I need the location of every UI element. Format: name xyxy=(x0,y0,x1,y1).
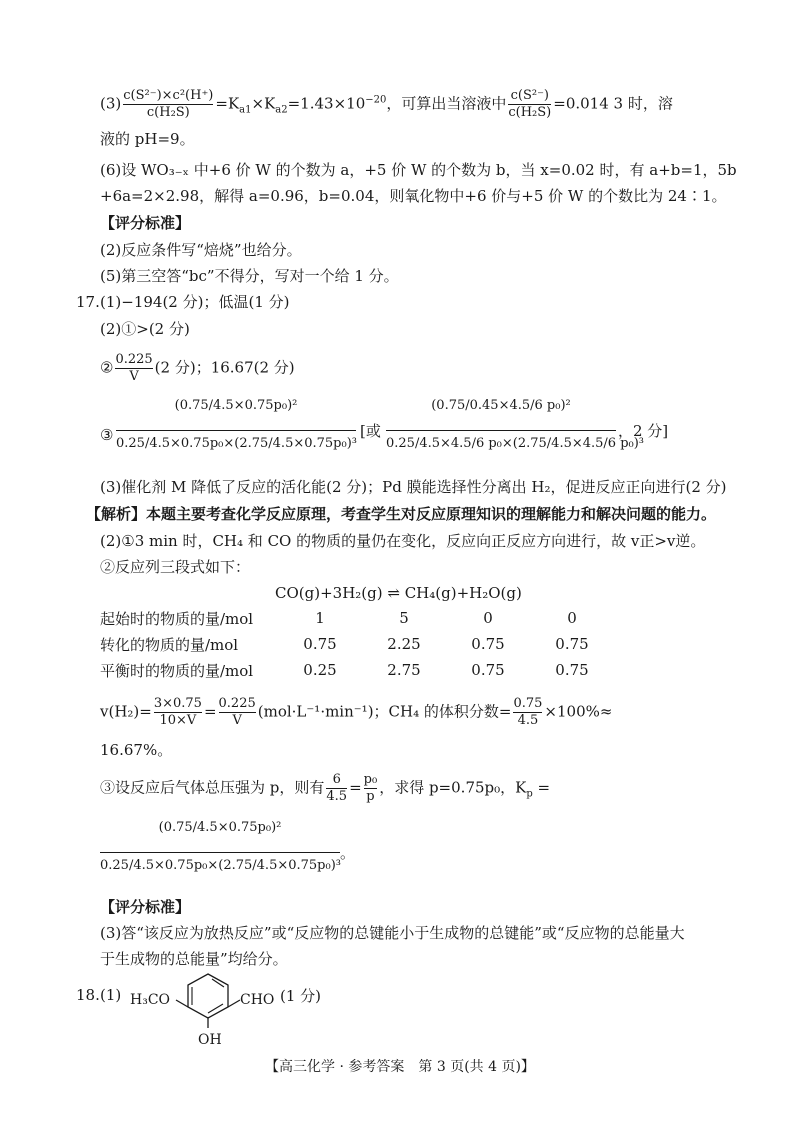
rate-fraction xyxy=(115,352,152,385)
kp-or: [或 xyxy=(360,422,381,440)
table-cell: 1 xyxy=(315,609,325,627)
fraction-numerator: 0.225 xyxy=(218,696,256,711)
fraction-numerator: 3×0.75 xyxy=(153,696,202,711)
q18-number: 18. xyxy=(76,986,100,1004)
text: (mol·L⁻¹·min⁻¹)；CH₄ 的体积分数= xyxy=(257,702,512,721)
ka1-subscript: a1 xyxy=(239,104,252,116)
q18-score: (1 分) xyxy=(280,987,322,1005)
fraction-numerator: 0.225 xyxy=(115,352,153,367)
q16-part6-line2: +6a=2×2.98，解得 a=0.96，b=0.04，则氧化物中+6 价与+5 价 W 的个数比为 24∶1。 xyxy=(100,187,727,205)
text: ，求得 p=0.75p₀，K xyxy=(379,778,527,797)
kp2-bar xyxy=(386,430,616,431)
table-cell: 0.75 xyxy=(555,661,589,679)
q17-answer-3: (3)催化剂 M 降低了反应的活化能(2 分)；Pd 膜能选择性分离出 H₂，促进反应正向进行(2 分) xyxy=(100,478,727,496)
text: =0.014 3 时，溶 xyxy=(553,94,673,113)
row-label: 转化的物质的量/mol xyxy=(100,635,239,654)
fraction-denominator: 4.5 xyxy=(326,789,348,804)
table-cell: 5 xyxy=(399,609,409,627)
ratio-fraction-2 xyxy=(508,88,551,121)
table-cell: 0.75 xyxy=(471,635,505,653)
kp1-bar xyxy=(116,430,356,431)
fraction-denominator: 4.5 xyxy=(513,712,542,729)
table-cell: 0 xyxy=(483,609,493,627)
kp3-denominator: 0.25/4.5×0.75p₀×(2.75/4.5×0.75p₀)³ xyxy=(100,858,341,873)
q17-answer-2b xyxy=(100,352,740,385)
equals: = xyxy=(203,702,217,721)
ratio-fraction xyxy=(123,88,213,121)
kp3-numerator: (0.75/4.5×0.75p₀)² xyxy=(158,820,282,835)
text: ③设反应后气体总压强为 p，则有 xyxy=(100,778,325,797)
fraction-numerator: c(S²⁻) xyxy=(510,88,549,103)
methoxy-label: H₃CO xyxy=(130,992,171,1008)
q17-explain-2: ②反应列三段式如下： xyxy=(100,558,251,576)
table-row xyxy=(100,657,614,683)
text: v(H₂)= xyxy=(100,702,152,721)
fraction-numerator: c(S²⁻)×c²(H⁺) xyxy=(123,88,214,103)
fraction-denominator: 10×V xyxy=(154,712,202,729)
q17-answer-1: (1)−194(2 分)；低温(1 分) xyxy=(100,293,290,311)
text: ，可算出当溶液中 xyxy=(386,94,507,113)
table-cell: 0 xyxy=(567,609,577,627)
text: (2 分)；16.67(2 分) xyxy=(154,358,295,377)
table-row xyxy=(100,631,614,657)
q17-criteria-title: 【评分标准】 xyxy=(100,898,191,916)
text: ×100%≈ xyxy=(544,702,613,721)
fraction-denominator: V xyxy=(115,368,152,385)
q16-criteria-1: (2)反应条件写“焙烧”也给分。 xyxy=(100,241,302,259)
q17-rate-line xyxy=(100,696,740,729)
circle-number: ② xyxy=(100,358,114,377)
fraction-numerator: 0.75 xyxy=(513,696,543,711)
benzene-structure xyxy=(128,970,348,1050)
exponent: −20 xyxy=(365,94,387,106)
volume-fraction xyxy=(513,696,542,729)
fraction-numerator: p₀ xyxy=(363,772,378,787)
page-footer: 【高三化学 · 参考答案 第 3 页(共 4 页)】 xyxy=(265,1059,535,1075)
fraction-denominator: c(H₂S) xyxy=(508,105,552,120)
q17-rate-line2: 16.67%。 xyxy=(100,741,173,759)
q18-part: (1) xyxy=(100,986,122,1004)
fraction-denominator: c(H₂S) xyxy=(123,104,213,121)
q17-pressure-line xyxy=(100,772,740,805)
row-label: 平衡时的物质的量/mol xyxy=(100,661,254,680)
kp1-denominator: 0.25/4.5×0.75p₀×(2.75/4.5×0.75p₀)³ xyxy=(116,436,357,451)
q17-explain-1: (2)①3 min 时，CH₄ 和 CO 的物质的量仍在变化，反应向正反应方向进行，故 v正>v逆。 xyxy=(100,532,706,550)
ka2-subscript: a2 xyxy=(275,104,288,116)
kp1-numerator: (0.75/4.5×0.75p₀)² xyxy=(174,398,298,413)
table-row xyxy=(100,605,614,631)
fraction-denominator: V xyxy=(219,712,256,729)
q17-analysis: 【解析】本题主要考查化学反应原理，考查学生对反应原理知识的理解能力和解决问题的能力。 xyxy=(86,505,717,523)
pressure-fraction-1 xyxy=(326,772,347,805)
fraction-denominator: p xyxy=(364,788,378,805)
kp3-end: 。 xyxy=(340,844,356,862)
table-cell: 2.75 xyxy=(387,661,421,679)
times-k: ×K xyxy=(251,94,276,113)
circle-number-3: ③ xyxy=(100,426,114,444)
q16-part3-line2: 液的 pH=9。 xyxy=(100,130,195,148)
table-cell: 0.25 xyxy=(303,661,337,679)
reaction-equation: CO(g)+3H₂(g) ⇌ CH₄(g)+H₂O(g) xyxy=(275,584,522,602)
equals-k: =K xyxy=(215,94,240,113)
row-label: 起始时的物质的量/mol xyxy=(100,609,254,628)
table-cell: 0.75 xyxy=(471,661,505,679)
table-cell: 0.75 xyxy=(555,635,589,653)
equals: = xyxy=(349,778,362,797)
hydroxyl-label: OH xyxy=(198,1032,222,1048)
q17-number: 17. xyxy=(76,293,100,311)
aldehyde-label: CHO xyxy=(240,992,275,1008)
q17-criteria-1a: (3)答“该反应为放热反应”或“反应物的总键能小于生成物的总键能”或“反应物的总能量大 xyxy=(100,924,685,942)
kp3-bar xyxy=(100,852,340,853)
rate-fraction-1 xyxy=(154,696,202,729)
q16-criteria-title: 【评分标准】 xyxy=(100,214,191,232)
rate-fraction-2 xyxy=(219,696,256,729)
q16-part6-line1: (6)设 WO₃₋ₓ 中+6 价 W 的个数为 a，+5 价 W 的个数为 b，当 x=0.02 时，有 a+b=1，5b xyxy=(100,161,737,179)
kp2-numerator: (0.75/0.45×4.5/6 p₀)² xyxy=(431,398,571,413)
q17-answer-2a: (2)①>(2 分) xyxy=(100,320,190,338)
part-label: (3) xyxy=(100,94,122,113)
q16-criteria-2: (5)第三空答“bc”不得分，写对一个给 1 分。 xyxy=(100,267,399,285)
kp-subscript: p xyxy=(526,788,533,800)
fraction-numerator: 6 xyxy=(332,772,341,787)
q16-part3-line1 xyxy=(100,88,740,121)
value-text: =1.43×10 xyxy=(287,94,366,113)
three-stage-table xyxy=(100,605,614,683)
q17-criteria-1b: 于生成物的总能量”均给分。 xyxy=(100,950,288,968)
table-cell: 2.25 xyxy=(387,635,421,653)
pressure-fraction-2 xyxy=(364,772,378,805)
kp2-denominator: 0.25/4.5×4.5/6 p₀×(2.75/4.5×4.5/6 p₀)³ xyxy=(386,436,645,451)
kp-score: ，2 分] xyxy=(618,422,669,440)
text: = xyxy=(532,778,551,797)
table-cell: 0.75 xyxy=(303,635,337,653)
